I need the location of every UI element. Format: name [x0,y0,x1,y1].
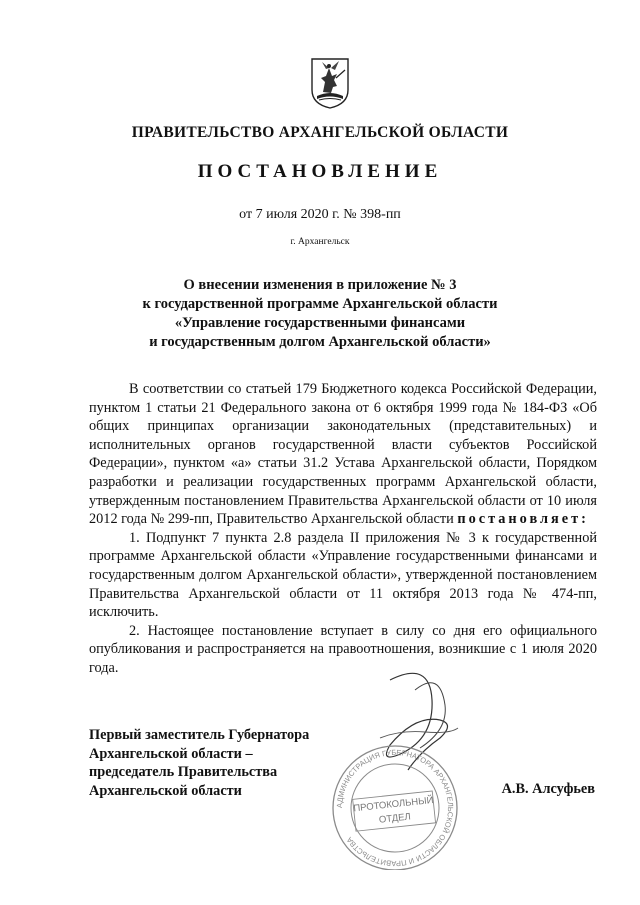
item-1-paragraph: 1. Подпункт 7 пункта 2.8 раздела II приложения № 3 к государственной программе Архангельской области «Управление государственными финансами и государственным долгом Архангельской области», утвержденной постановлением Правительства Архангельской области от 11 октября 2013 года № 474-пп, исключить. [89,529,597,621]
document-date-number: от 7 июля 2020 г. № 398-пп [239,207,401,222]
resolves-colon: : [581,511,589,528]
document-title [80,276,560,352]
coat-of-arms-icon [309,56,351,110]
signatory-position-line: Архангельской области [89,782,242,799]
signatory-position-line: Первый заместитель Губернатора [89,727,310,743]
document-body [89,380,597,678]
item-2-paragraph: 2. Настоящее постановление вступает в силу со дня его официального опубликования и распространяется на правоотношения, возникшие с 1 июля 2020 года. [89,622,597,676]
signatory-position [89,726,309,800]
title-line: к государственной программе Архангельской области [142,296,498,312]
signatory-position-line: председатель Правительства [89,764,278,781]
title-line: О внесении изменения в приложение № 3 [183,277,457,293]
stamp-center-line-2: ОТДЕЛ [378,811,412,826]
preamble-text: В соответствии со статьей 179 Бюджетного кодекса Российской Федерации, пунктом 1 статьи 21 Федерального закона от 6 октября 1999 года № 184-ФЗ «Об общих принципах организации законодательных (представительных) и исполнительных органов государственной власти субъектов Российской Федерации», пунктом «а» статьи 31.2 Устава Архангельской области, Порядком разработки и реализации государственных программ Архангельской области, утвержденным постановлением Правительства Архангельской области от 10 июля 2012 года № 299-пп, Правительство Архангельской области [89,381,597,528]
document-type: ПОСТАНОВЛЕНИЕ [197,161,443,182]
resolves-word: постановляет [457,511,582,528]
preamble-paragraph [89,380,597,529]
title-line: «Управление государственными финансами [174,315,466,331]
stamp-center-line-1: ПРОТОКОЛЬНЫЙ [352,794,434,815]
title-line: и государственным долгом Архангельской области» [149,334,491,350]
official-stamp-icon [320,660,470,870]
signatory-name: А.В. Алсуфьев [501,781,595,797]
organization-name: ПРАВИТЕЛЬСТВО АРХАНГЕЛЬСКОЙ ОБЛАСТИ [131,124,509,141]
signatory-position-line: Архангельской области – [89,745,253,762]
stamp-ring-text: АДМИНИСТРАЦИЯ ГУБЕРНАТОРА АРХАНГЕЛЬСКОЙ ОБЛАСТИ И ПРАВИТЕЛЬСТВА [334,747,456,869]
document-city: г. Архангельск [290,237,350,247]
